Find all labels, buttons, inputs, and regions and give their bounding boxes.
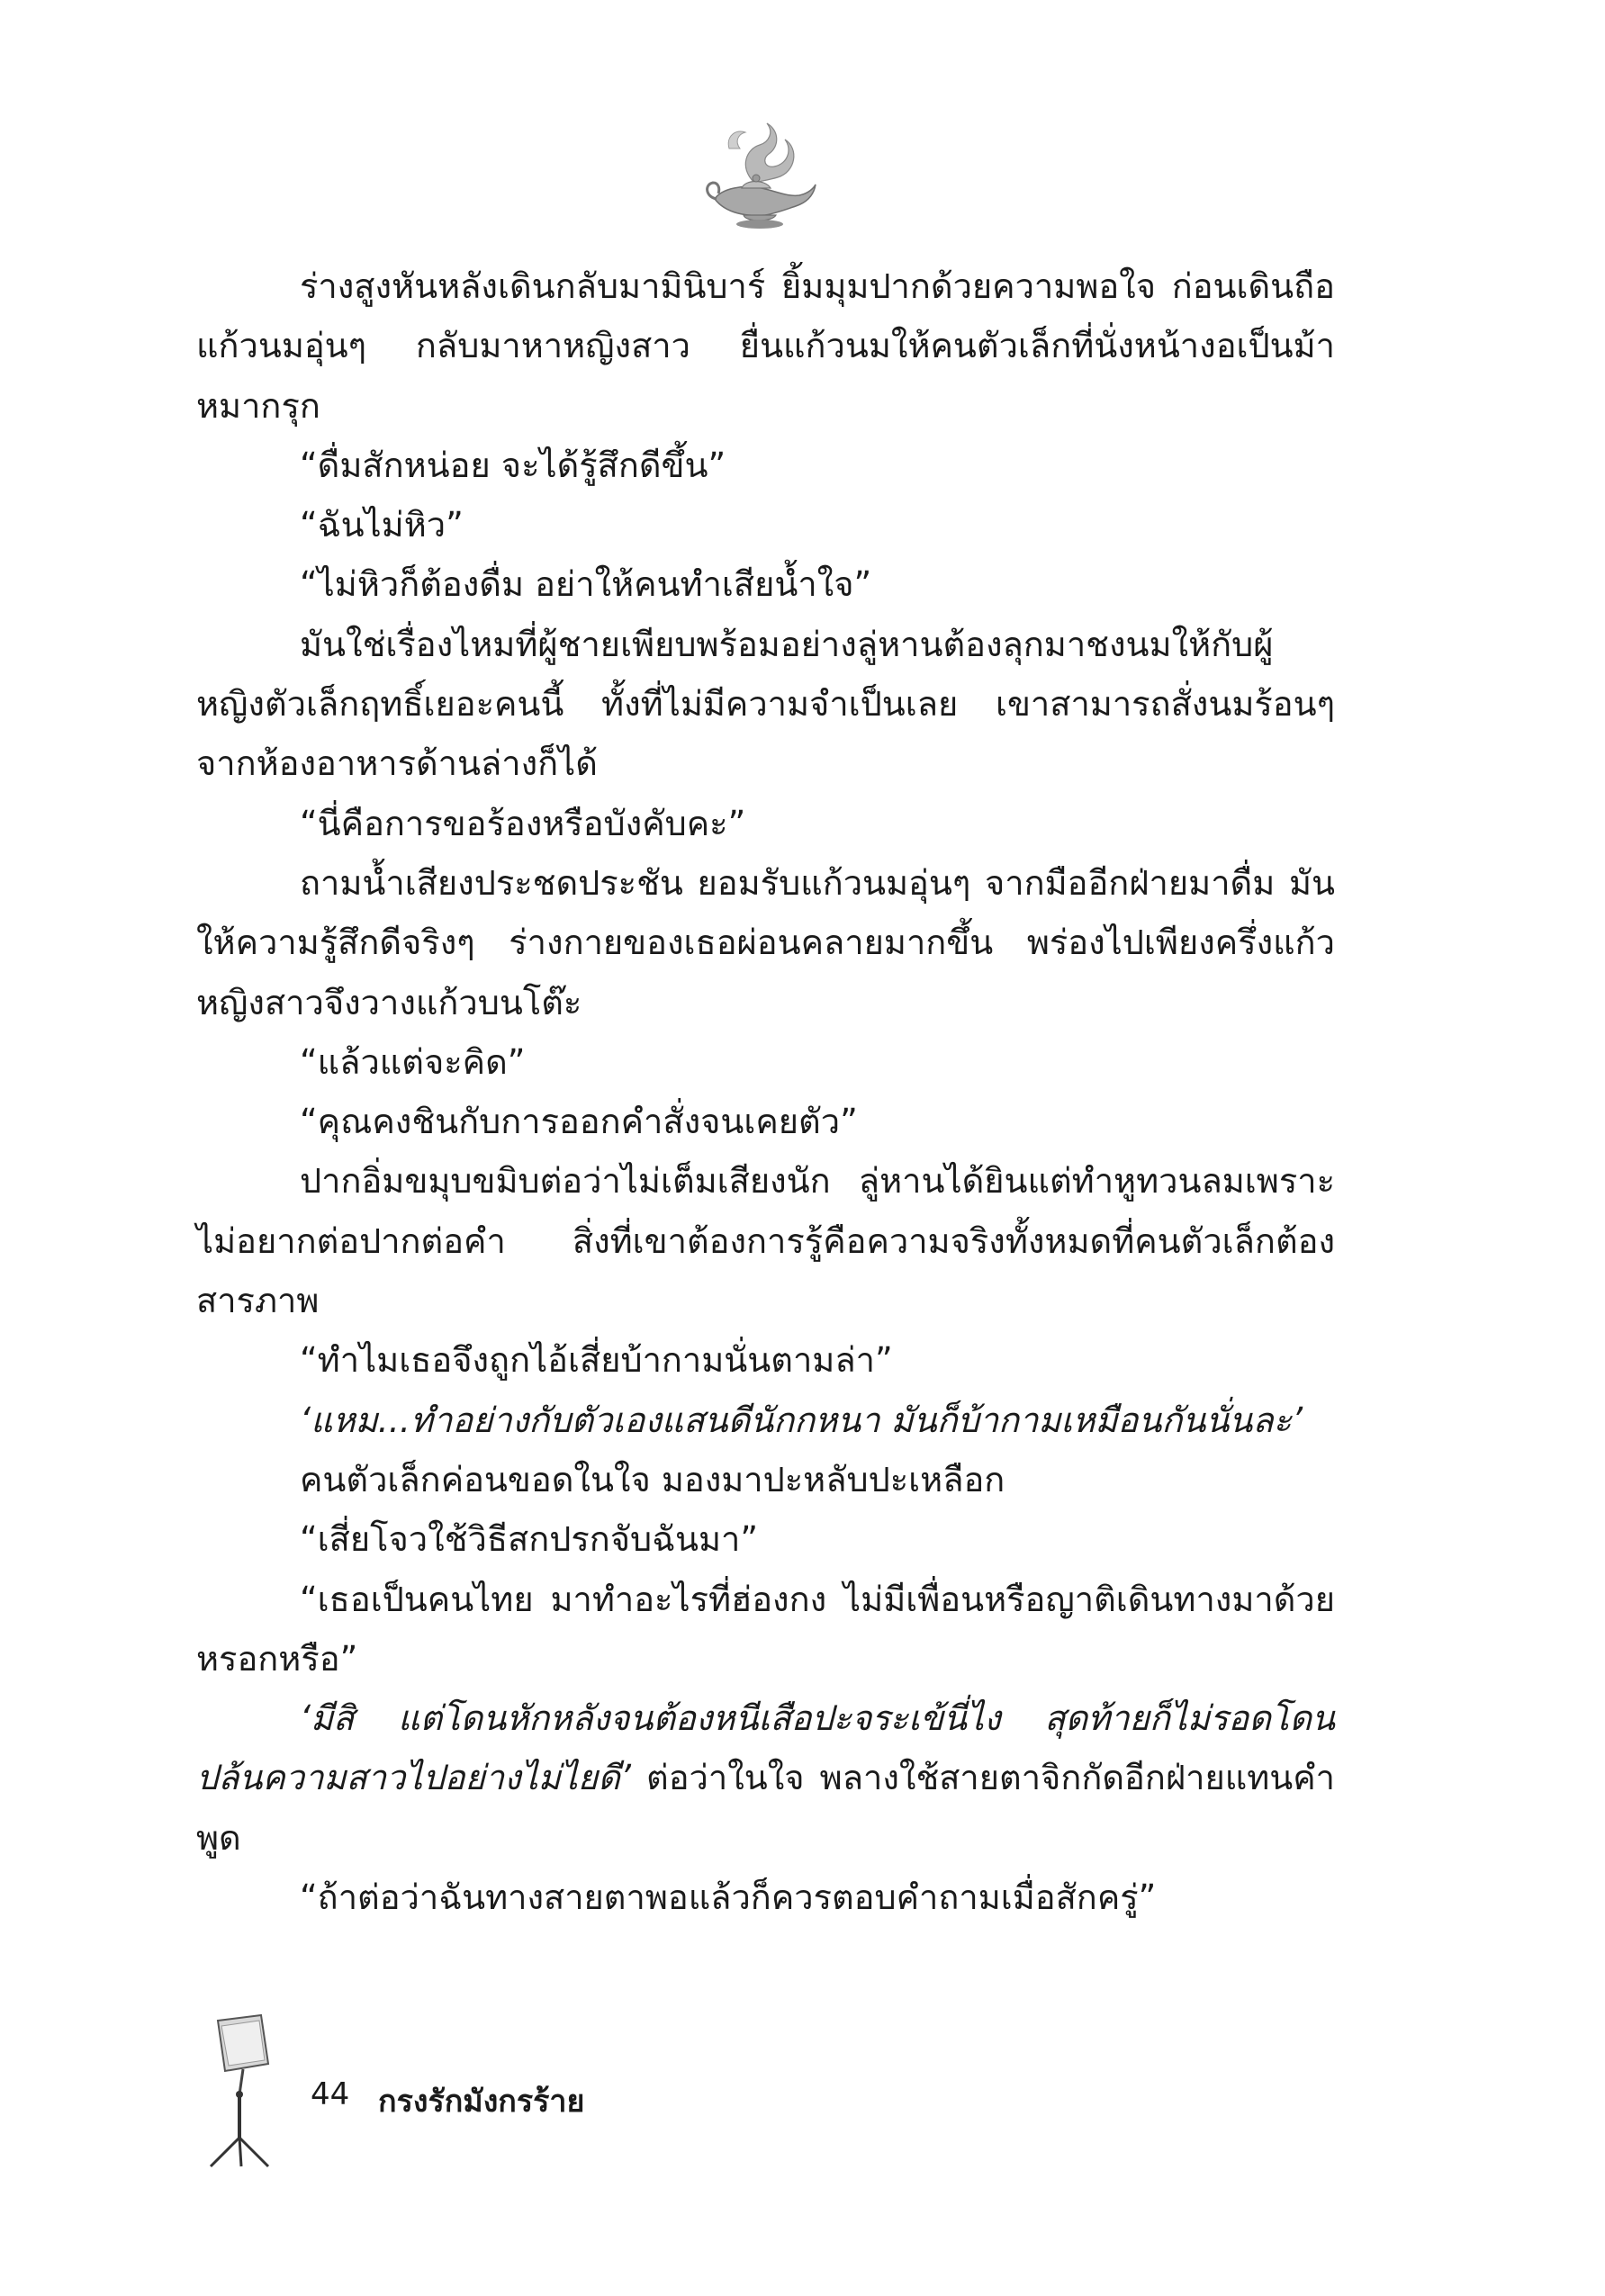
dialogue-line: “เสี่ยโจวใช้วิธีสกปรกจับฉันมา” <box>300 1519 759 1560</box>
dialogue-line: “ทำไมเธอจึงถูกไอ้เสี่ยบ้ากามนั่นตามล่า” <box>300 1340 893 1381</box>
inner-thought: ‘มีสิ แต่โดนหักหลังจนต้องหนีเสือปะจระเข้นี่ไง สุดท้ายก็ไม่รอดโดนปล้นความสาวไปอย่างไม่ไยดี’ <box>196 1698 1335 1798</box>
dialogue-line: “ฉันไม่หิว” <box>300 505 464 545</box>
lamp-stand-icon <box>198 2012 306 2169</box>
book-title: กรงรักมังกรร้าย <box>378 2084 585 2120</box>
dialogue-line: “นี่คือการขอร้องหรือบังคับคะ” <box>300 803 746 843</box>
dialogue-line: “คุณคงชินกับการออกคำสั่งจนเคยตัว” <box>300 1102 858 1142</box>
page-footer <box>198 2012 828 2174</box>
paragraph: ถามน้ำเสียงประชดประชัน ยอมรับแก้วนมอุ่นๆ จากมืออีกฝ่ายมาดื่ม มันให้ความรู้สึกดีจริงๆ ร่างกายของเธอผ่อนคลายมากขึ้น พร่องไปเพียงครึ่งแก้วหญิงสาวจึงวางแก้วบนโต๊ะ <box>196 862 1335 1022</box>
paragraph: คนตัวเล็กค่อนขอดในใจ มองมาปะหลับปะเหลือก <box>300 1459 1005 1499</box>
story-text <box>196 257 1335 1927</box>
narration: ต่อว่าในใจ พลางใช้สายตาจิกกัดอีกฝ่ายแทนคำพูด <box>196 1758 1335 1858</box>
dialogue-line: “ถ้าต่อว่าฉันทางสายตาพอแล้วก็ควรตอบคำถามเมื่อสักครู่” <box>300 1877 1157 1918</box>
paragraph: มันใช่เรื่องไหมที่ผู้ชายเพียบพร้อมอย่างลู่หานต้องลุกมาชงนมให้กับผู้หญิงตัวเล็กฤทธิ์เยอะคนนี้ ทั้งที่ไม่มีความจำเป็นเลย เขาสามารถสั่งนมร้อนๆ จากห้องอาหารด้านล่างก็ได้ <box>196 624 1335 784</box>
magic-lamp-icon <box>702 113 819 234</box>
paragraph-mixed <box>196 1688 1335 1868</box>
page-number: 44 <box>311 2076 350 2112</box>
paragraph: ปากอิ่มขมุบขมิบต่อว่าไม่เต็มเสียงนัก ลู่หานได้ยินแต่ทำหูทวนลมเพราะไม่อยากต่อปากต่อคำ สิ่งที่เขาต้องการรู้คือความจริงทั้งหมดที่คนตัวเล็กต้องสารภาพ <box>196 1161 1335 1321</box>
dialogue-line: “เธอเป็นคนไทย มาทำอะไรที่ฮ่องกง ไม่มีเพื่อนหรือญาติเดินทางมาด้วยหรอกหรือ” <box>196 1579 1335 1679</box>
dialogue-line: “ไม่หิวก็ต้องดื่ม อย่าให้คนทำเสียน้ำใจ” <box>300 564 872 605</box>
paragraph: ร่างสูงหันหลังเดินกลับมามินิบาร์ ยิ้มมุมปากด้วยความพอใจ ก่อนเดินถือแก้วนมอุ่นๆ กลับมาหาหญิงสาว ยื่นแก้วนมให้คนตัวเล็กที่นั่งหน้างอเป็นม้าหมากรุก <box>196 266 1335 426</box>
dialogue-line: “ดื่มสักหน่อย จะได้รู้สึกดีขึ้น” <box>300 445 726 485</box>
inner-thought: ‘แหม...ทำอย่างกับตัวเองแสนดีนักกหนา มันก็บ้ากามเหมือนกันนั่นละ’ <box>300 1400 1303 1440</box>
dialogue-line: “แล้วแต่จะคิด” <box>300 1041 526 1082</box>
